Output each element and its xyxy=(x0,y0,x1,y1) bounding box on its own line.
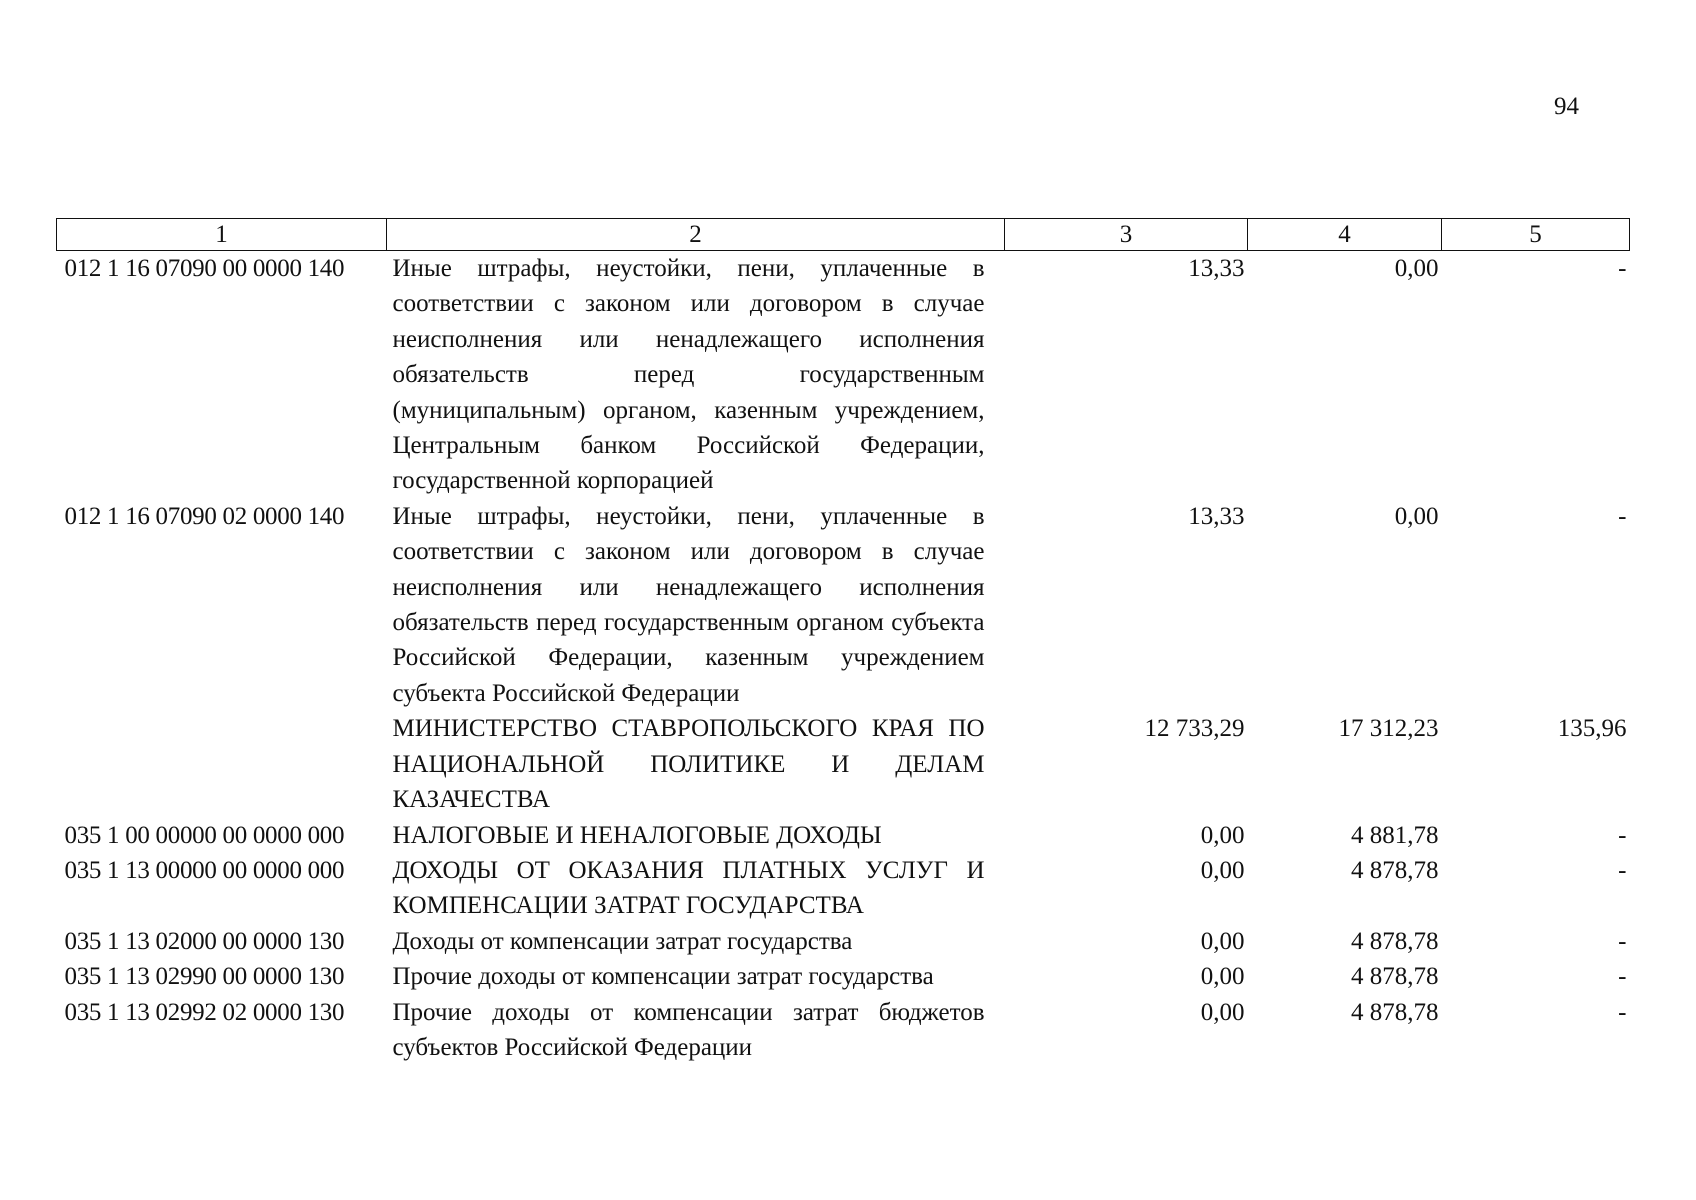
row-code: 012 1 16 07090 00 0000 140 xyxy=(64,255,345,282)
row-name: Доходы от компенсации затрат государства xyxy=(392,927,853,955)
row-col4: 4 881,78 xyxy=(1351,821,1439,849)
row-col3: 0,00 xyxy=(1200,963,1245,991)
row-name: НАЛОГОВЫЕ И НЕНАЛОГОВЫЕ ДОХОДЫ xyxy=(392,821,882,849)
row-col5: - xyxy=(1618,821,1627,849)
header-col-5: 5 xyxy=(1442,219,1630,251)
row-col4: 4 878,78 xyxy=(1351,998,1439,1026)
row-name: ДОХОДЫ ОТ ОКАЗАНИЯ ПЛАТНЫХ УСЛУГ И КОМПЕНСАЦИИ ЗАТРАТ ГОСУДАРСТВА xyxy=(392,856,985,920)
row-col4: 0,00 xyxy=(1394,255,1439,282)
table-row xyxy=(57,924,1630,959)
row-col3: 12 733,29 xyxy=(1144,715,1245,743)
row-col4: 0,00 xyxy=(1394,502,1439,530)
table-row xyxy=(57,499,1630,711)
table-body xyxy=(57,251,1630,1066)
row-name: Прочие доходы от компенсации затрат бюджетов субъектов Российской Федерации xyxy=(392,998,985,1061)
table-row xyxy=(57,711,1630,817)
row-col5: - xyxy=(1618,927,1627,955)
row-code: 035 1 13 02000 00 0000 130 xyxy=(64,927,345,955)
page-number: 94 xyxy=(1554,93,1579,120)
table-row xyxy=(57,959,1630,994)
row-name: МИНИСТЕРСТВО СТАВРОПОЛЬСКОГО КРАЯ ПО НАЦИОНАЛЬНОЙ ПОЛИТИКЕ И ДЕЛАМ КАЗАЧЕСТВА xyxy=(392,715,985,814)
row-col5: 135,96 xyxy=(1557,715,1627,743)
table-row xyxy=(57,251,1630,499)
row-col3: 13,33 xyxy=(1188,255,1245,282)
row-col4: 4 878,78 xyxy=(1351,927,1439,955)
row-name: Прочие доходы от компенсации затрат государства xyxy=(392,963,934,991)
row-code: 035 1 13 00000 00 0000 000 xyxy=(64,856,345,884)
row-name: Иные штрафы, неустойки, пени, уплаченные в соответствии с законом или договором в случае неисполнения или ненадлежащего исполнения обязательств перед государственным (муниципальным) органом, казенным учреждением, Центральным банком Российской Федерации, государственной корпорацией xyxy=(392,255,985,495)
row-col3: 0,00 xyxy=(1200,927,1245,955)
row-col4: 4 878,78 xyxy=(1351,856,1439,884)
row-code: 012 1 16 07090 02 0000 140 xyxy=(64,502,345,530)
header-col-2: 2 xyxy=(387,219,1005,251)
row-col5: - xyxy=(1618,856,1627,884)
row-col5: - xyxy=(1618,998,1627,1026)
row-name: Иные штрафы, неустойки, пени, уплаченные в соответствии с законом или договором в случае неисполнения или ненадлежащего исполнения обязательств перед государственным органом субъекта Российской Федерации, казенным учреждением субъекта Российской Федерации xyxy=(392,502,985,707)
row-col3: 13,33 xyxy=(1188,502,1245,530)
row-col4: 17 312,23 xyxy=(1338,715,1439,743)
table-header xyxy=(57,219,1630,251)
row-col5: - xyxy=(1618,963,1627,991)
table-row xyxy=(57,853,1630,924)
row-code: 035 1 00 00000 00 0000 000 xyxy=(64,821,345,849)
row-col4: 4 878,78 xyxy=(1351,963,1439,991)
header-col-3: 3 xyxy=(1005,219,1248,251)
row-code: 035 1 13 02990 00 0000 130 xyxy=(64,963,345,991)
table-row xyxy=(57,818,1630,853)
header-row xyxy=(57,219,1630,251)
table-row xyxy=(57,995,1630,1066)
row-col5: - xyxy=(1618,255,1627,282)
row-col3: 0,00 xyxy=(1200,998,1245,1026)
row-code: 035 1 13 02992 02 0000 130 xyxy=(64,998,345,1026)
budget-table xyxy=(56,218,1630,1065)
row-col5: - xyxy=(1618,502,1627,530)
header-col-1: 1 xyxy=(57,219,387,251)
row-code xyxy=(57,711,387,817)
row-col3: 0,00 xyxy=(1200,856,1245,884)
header-col-4: 4 xyxy=(1248,219,1442,251)
row-col3: 0,00 xyxy=(1200,821,1245,849)
